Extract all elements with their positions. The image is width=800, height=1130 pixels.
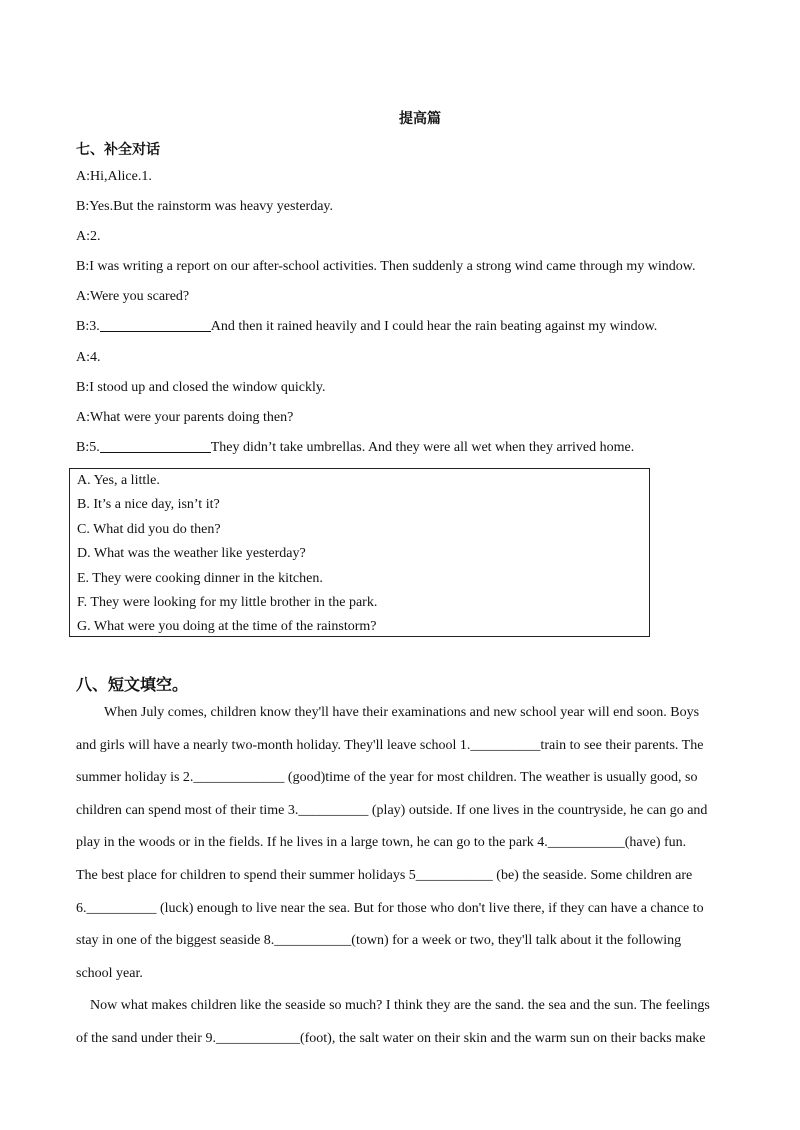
passage-line: summer holiday is 2._____________ (good)time of the year for most children. The weather is usually good, so <box>76 770 698 786</box>
passage-line: play in the woods or in the fields. If he lives in a large town, he can go to the park 4.___________(have) fun. <box>76 835 687 851</box>
passage-line: and girls will have a nearly two-month holiday. They'll leave school 1.__________train to see their parents. The <box>76 737 704 753</box>
dialogue-text: And then it rained heavily and I could hear the rain beating against my window. <box>210 319 658 335</box>
section7-heading: 七、补全对话 <box>76 142 160 158</box>
option-item: A. Yes, a little. <box>77 473 160 488</box>
dialogue-text: B:5. <box>76 439 100 455</box>
section8-heading: 八、短文填空。 <box>76 675 189 694</box>
option-item: F. They were looking for my little brother in the park. <box>77 594 378 610</box>
passage-line: children can spend most of their time 3.__________ (play) outside. If one lives in the countryside, he can go and <box>76 802 708 818</box>
dialogue-line <box>76 222 726 252</box>
dialogue-line <box>76 162 726 192</box>
dialogue-text: A:Were you scared? <box>76 289 190 305</box>
dialogue-text: A:2. <box>76 229 101 245</box>
dialogue-text: B:I stood up and closed the window quickly. <box>76 379 326 395</box>
dialogue-line <box>76 403 726 433</box>
page-title: 提高篇 <box>399 111 441 127</box>
dialogue-line <box>76 373 726 403</box>
passage-line: school year. <box>76 965 143 981</box>
option-item: C. What did you do then? <box>77 521 221 537</box>
passage-line: of the sand under their 9.____________(foot), the salt water on their skin and the warm sun on their backs make <box>76 1030 706 1046</box>
dialogue-text: A:Hi,Alice.1. <box>76 169 152 184</box>
dialogue-line <box>76 252 726 282</box>
passage-line: stay in one of the biggest seaside 8.___________(town) for a week or two, they'll talk about it the following <box>76 933 682 949</box>
option-item: E. They were cooking dinner in the kitchen. <box>77 570 323 586</box>
passage-line: 6.__________ (luck) enough to live near the sea. But for those who don't live there, if they can have a chance to <box>76 900 704 916</box>
passage-line: Now what makes children like the seaside so much? I think they are the sand. the sea and the sun. The feelings <box>90 998 710 1014</box>
option-item: B. It’s a nice day, isn’t it? <box>77 497 220 513</box>
dialogue-line <box>76 282 726 312</box>
dialogue-text: B:I was writing a report on our after-school activities. Then suddenly a strong wind came through my window. <box>76 259 696 275</box>
passage-line: The best place for children to spend their summer holidays 5___________ (be) the seaside. Some children are <box>76 867 693 883</box>
dialogue-text: B:3. <box>76 319 100 335</box>
dialogue <box>76 162 726 463</box>
answer-blank[interactable] <box>100 317 211 332</box>
answer-blank[interactable] <box>100 438 211 453</box>
dialogue-text: A:What were your parents doing then? <box>76 409 294 425</box>
passage <box>76 697 716 1056</box>
dialogue-line <box>76 343 726 373</box>
options-box <box>69 468 650 637</box>
dialogue-line <box>76 312 726 342</box>
option-item: D. What was the weather like yesterday? <box>77 546 306 562</box>
dialogue-text: They didn’t take umbrellas. And they were all wet when they arrived home. <box>210 439 635 455</box>
dialogue-line <box>76 192 726 222</box>
option-item: G. What were you doing at the time of the rainstorm? <box>77 619 377 635</box>
dialogue-text: A:4. <box>76 349 101 365</box>
passage-line: When July comes, children know they'll have their examinations and new school year will end soon. Boys <box>104 705 700 720</box>
dialogue-text: B:Yes.But the rainstorm was heavy yesterday. <box>76 199 334 215</box>
dialogue-line <box>76 433 726 463</box>
